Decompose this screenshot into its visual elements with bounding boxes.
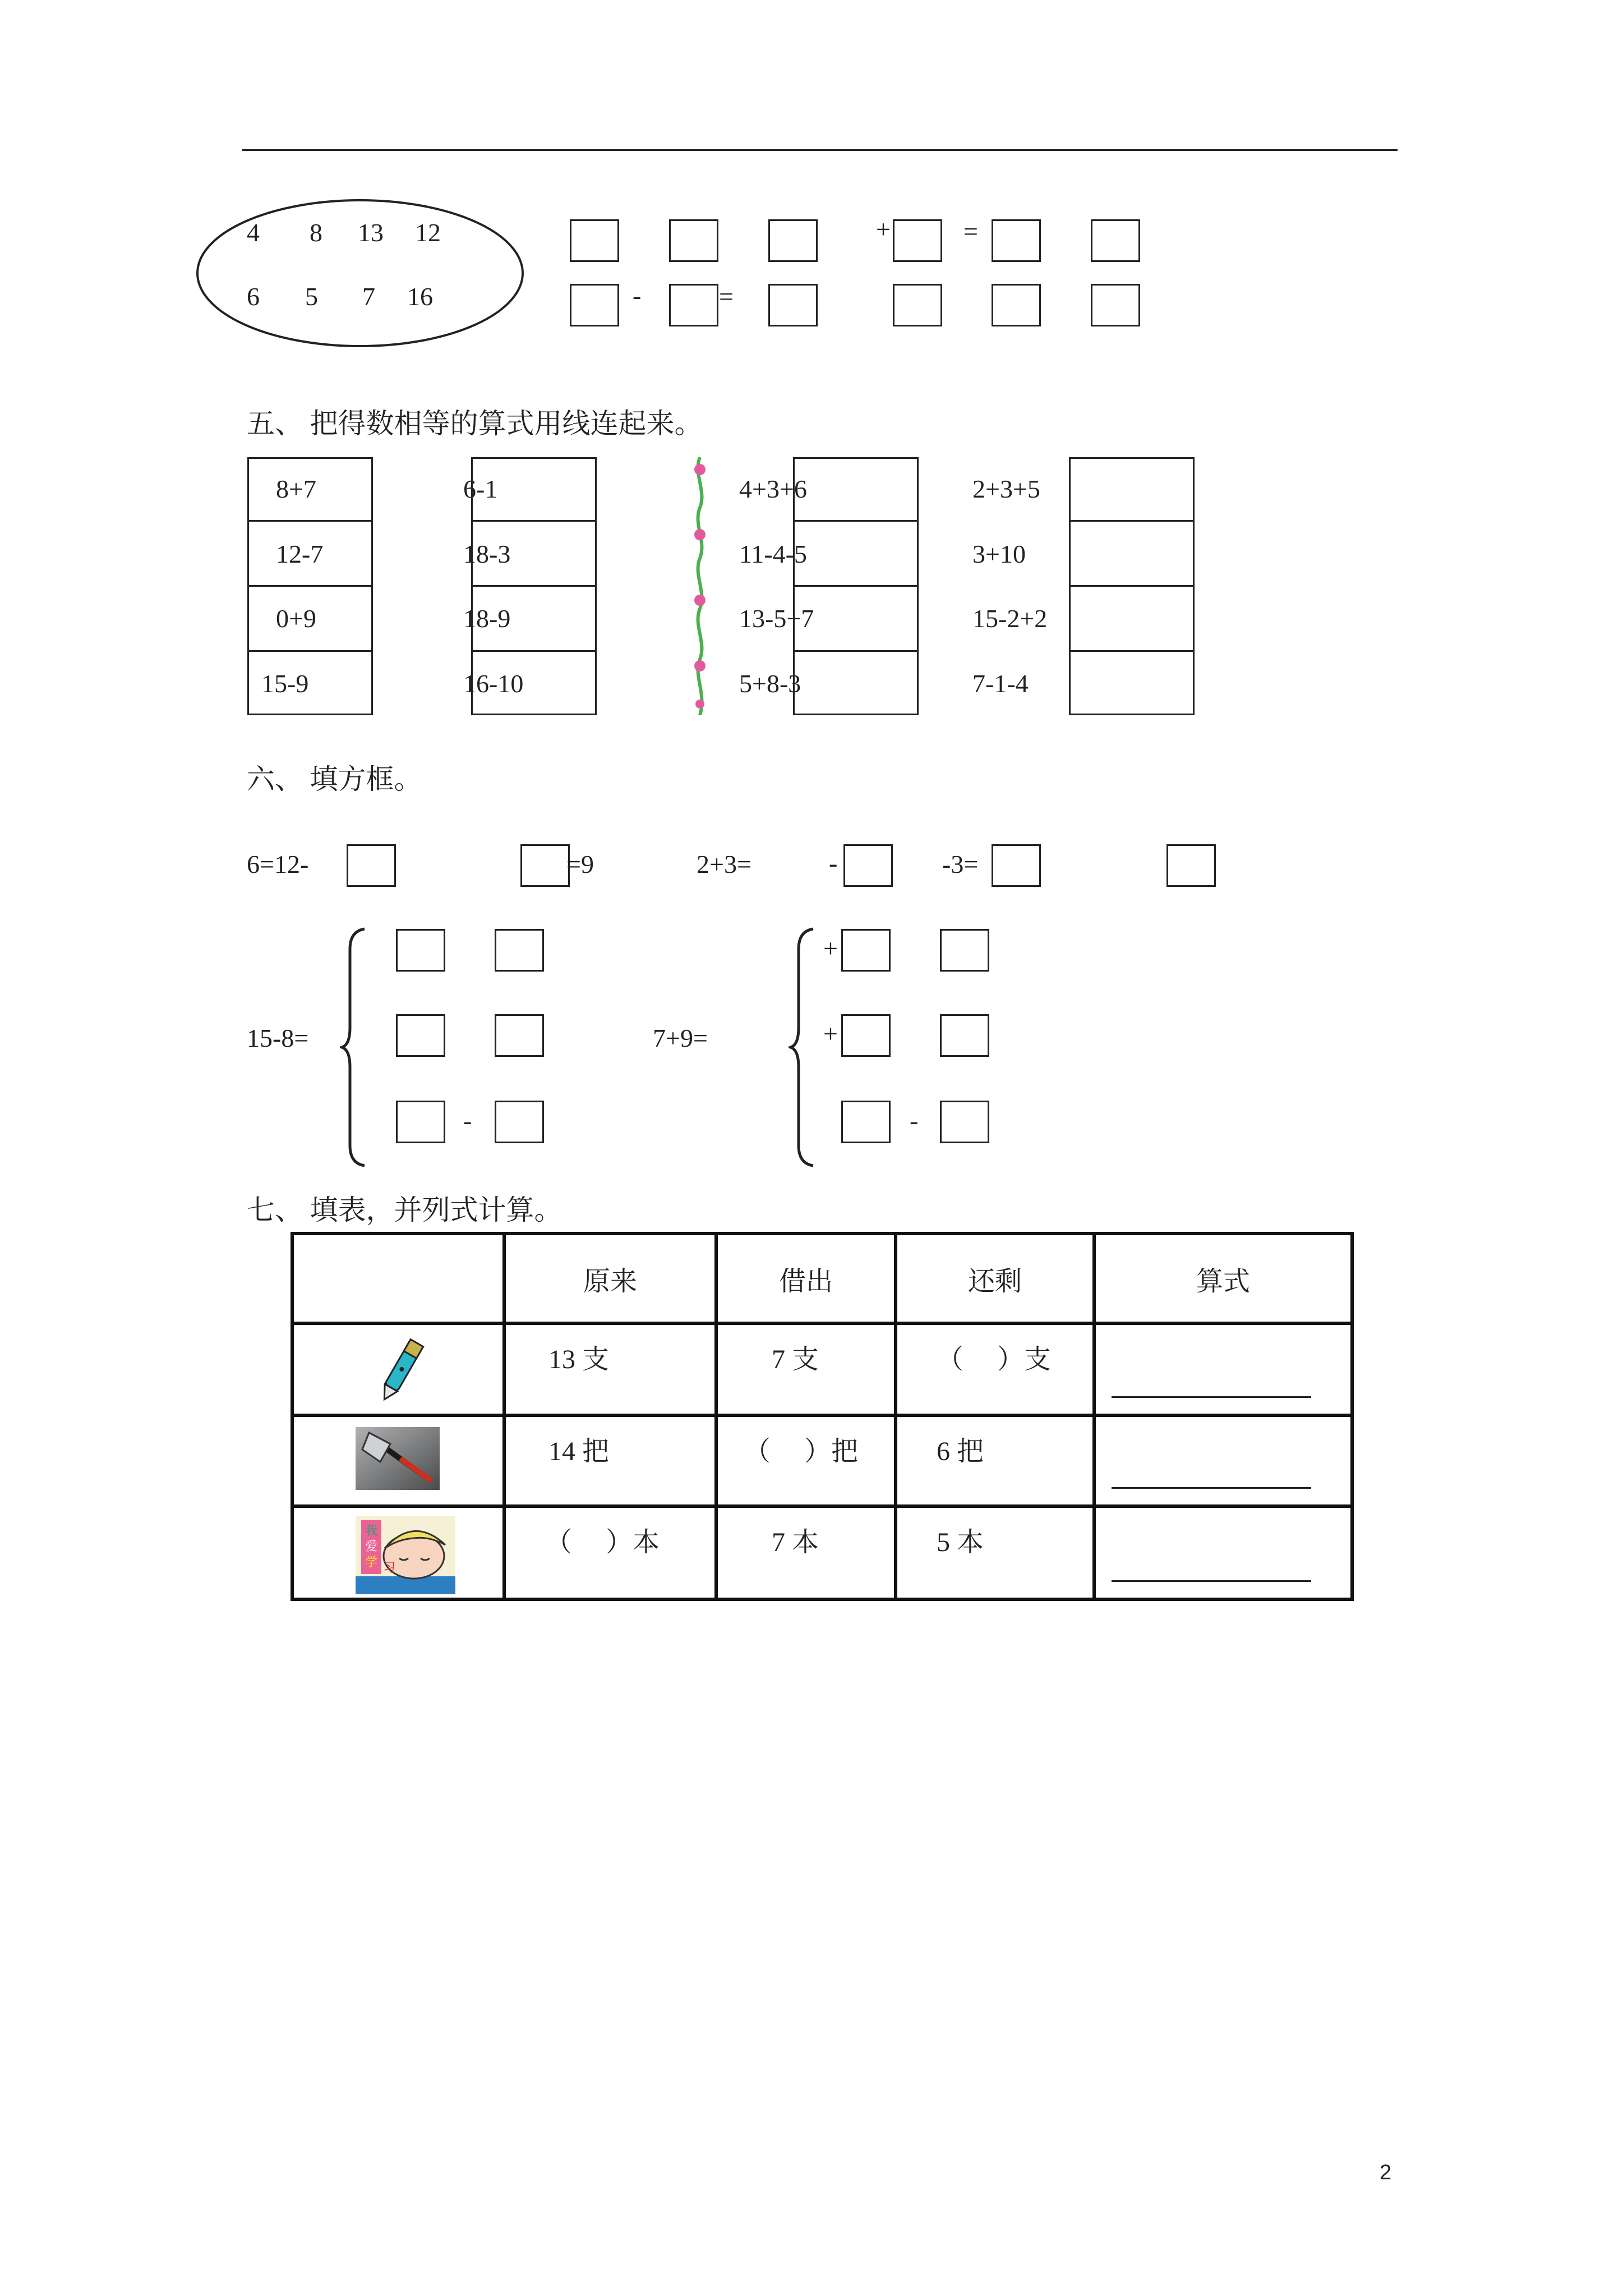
answer-box[interactable]: [495, 1101, 544, 1143]
brace-label: 15-8=: [247, 1024, 309, 1052]
pen-icon: [372, 1335, 428, 1406]
answer-box[interactable]: [768, 219, 818, 262]
section-6-title: 六、 填方框。: [247, 763, 422, 795]
header-rule: [242, 149, 1398, 151]
answer-box[interactable]: [495, 1014, 544, 1057]
answer-box[interactable]: [992, 219, 1041, 262]
answer-line[interactable]: [1112, 1487, 1311, 1489]
answer-box[interactable]: [495, 929, 544, 972]
answer-line[interactable]: [1112, 1396, 1311, 1398]
expression[interactable]: 15-2+2: [972, 604, 1048, 633]
ellipse-number: 5: [305, 282, 318, 311]
logo-text: 我: [365, 1524, 378, 1538]
table-row: [292, 1415, 1352, 1506]
ellipse-number: 12: [415, 218, 441, 247]
answer-box[interactable]: [940, 1101, 989, 1143]
answer-box[interactable]: [669, 284, 718, 326]
brace-label: 7+9=: [653, 1024, 708, 1052]
formula-cell[interactable]: [1094, 1415, 1352, 1506]
expression[interactable]: 16-10: [463, 669, 524, 698]
page-number: 2: [1380, 2161, 1392, 2184]
minus-sign: -: [633, 281, 642, 310]
expression[interactable]: 6-1: [463, 475, 498, 503]
answer-box[interactable]: [940, 929, 989, 972]
table-header: 还剩: [896, 1234, 1094, 1323]
answer-box[interactable]: [1091, 284, 1140, 326]
flower-vine-divider-icon: [689, 457, 711, 715]
fill-table: [291, 1232, 1354, 1601]
formula-cell[interactable]: [1094, 1506, 1352, 1599]
expression[interactable]: 12-7: [276, 540, 324, 568]
expression[interactable]: 4+3+6: [739, 475, 807, 503]
table-header: 借出: [716, 1234, 896, 1323]
plus-sign: +: [823, 1019, 838, 1048]
original-value: 14 把: [548, 1437, 610, 1466]
answer-box[interactable]: [893, 219, 942, 262]
table-row: [292, 1323, 1352, 1415]
left-value: 6 把: [937, 1437, 984, 1466]
answer-box[interactable]: [396, 1014, 445, 1057]
expression[interactable]: 0+9: [276, 604, 316, 633]
ellipse-number: 7: [362, 282, 375, 311]
formula-cell[interactable]: [1094, 1323, 1352, 1415]
equals-sign: =: [963, 217, 978, 246]
lent-value: 7 支: [772, 1345, 819, 1374]
equation-text: =9: [566, 850, 594, 878]
expression[interactable]: 7-1-4: [972, 669, 1029, 698]
answer-box[interactable]: [841, 1101, 891, 1143]
left-value: 5 本: [937, 1527, 984, 1557]
equation-text: -3=: [942, 850, 979, 878]
answer-box[interactable]: [396, 929, 445, 972]
plus-sign: +: [823, 934, 838, 963]
item-image-cell: [292, 1506, 504, 1599]
answer-box[interactable]: [396, 1101, 445, 1143]
table-header: [292, 1234, 504, 1323]
answer-box[interactable]: [841, 1014, 891, 1057]
section-5-title: 五、 把得数相等的算式用线连起来。: [247, 408, 703, 439]
lent-value[interactable]: （ ）把: [744, 1437, 859, 1466]
svg-text:爱: 爱: [365, 1540, 378, 1554]
answer-box[interactable]: [893, 284, 942, 326]
plus-sign: +: [876, 215, 891, 243]
item-image-cell: [292, 1323, 504, 1415]
reading-child-icon: [356, 1516, 455, 1594]
table-header: 算式: [1094, 1234, 1352, 1323]
minus-sign: -: [463, 1106, 472, 1135]
answer-box[interactable]: [1166, 844, 1216, 887]
svg-text:学: 学: [365, 1556, 378, 1570]
lent-value: 7 本: [772, 1527, 819, 1557]
expression[interactable]: 15-9: [261, 669, 309, 698]
ellipse-number: 13: [358, 218, 384, 247]
ellipse-number: 6: [247, 282, 260, 311]
equals-sign: =: [719, 282, 734, 311]
left-brace-icon: [340, 927, 368, 1168]
table-header: 原来: [504, 1234, 716, 1323]
answer-box[interactable]: [570, 284, 619, 326]
table-row: [292, 1506, 1352, 1599]
ellipse-number: 16: [407, 282, 433, 311]
expression[interactable]: 13-5+7: [739, 604, 814, 633]
expression[interactable]: 11-4-5: [739, 540, 807, 568]
minus-sign: -: [910, 1106, 919, 1135]
answer-box[interactable]: [940, 1014, 989, 1057]
ellipse-number: 4: [247, 218, 260, 247]
answer-box[interactable]: [841, 929, 891, 972]
answer-box[interactable]: [669, 219, 718, 262]
answer-box[interactable]: [992, 844, 1041, 887]
answer-box[interactable]: [570, 219, 619, 262]
expression[interactable]: 2+3+5: [972, 475, 1040, 503]
answer-box[interactable]: [520, 844, 570, 887]
answer-box[interactable]: [347, 844, 396, 887]
left-brace-icon: [789, 927, 817, 1168]
expression[interactable]: 5+8-3: [739, 669, 801, 698]
svg-text:习: 习: [382, 1561, 396, 1575]
expression[interactable]: 3+10: [972, 540, 1026, 568]
left-value[interactable]: （ ）支: [937, 1345, 1052, 1374]
minus-sign: -: [829, 849, 838, 877]
answer-box[interactable]: [1091, 219, 1140, 262]
expression[interactable]: 18-9: [463, 604, 511, 633]
expression[interactable]: 18-3: [463, 540, 511, 568]
item-image-cell: [292, 1415, 504, 1506]
equation-text: 2+3=: [697, 850, 751, 878]
answer-line[interactable]: [1112, 1580, 1311, 1582]
original-value: 13 支: [548, 1345, 610, 1374]
answer-box[interactable]: [768, 284, 818, 326]
equation-text: 6=12-: [247, 850, 309, 878]
answer-box[interactable]: [992, 284, 1041, 326]
expression[interactable]: 8+7: [276, 475, 316, 503]
axe-icon: [356, 1427, 440, 1490]
section-7-title: 七、 填表，并列式计算。: [247, 1194, 562, 1226]
original-value[interactable]: （ ）本: [545, 1527, 660, 1557]
ellipse-number: 8: [310, 218, 322, 247]
answer-box[interactable]: [843, 844, 893, 887]
